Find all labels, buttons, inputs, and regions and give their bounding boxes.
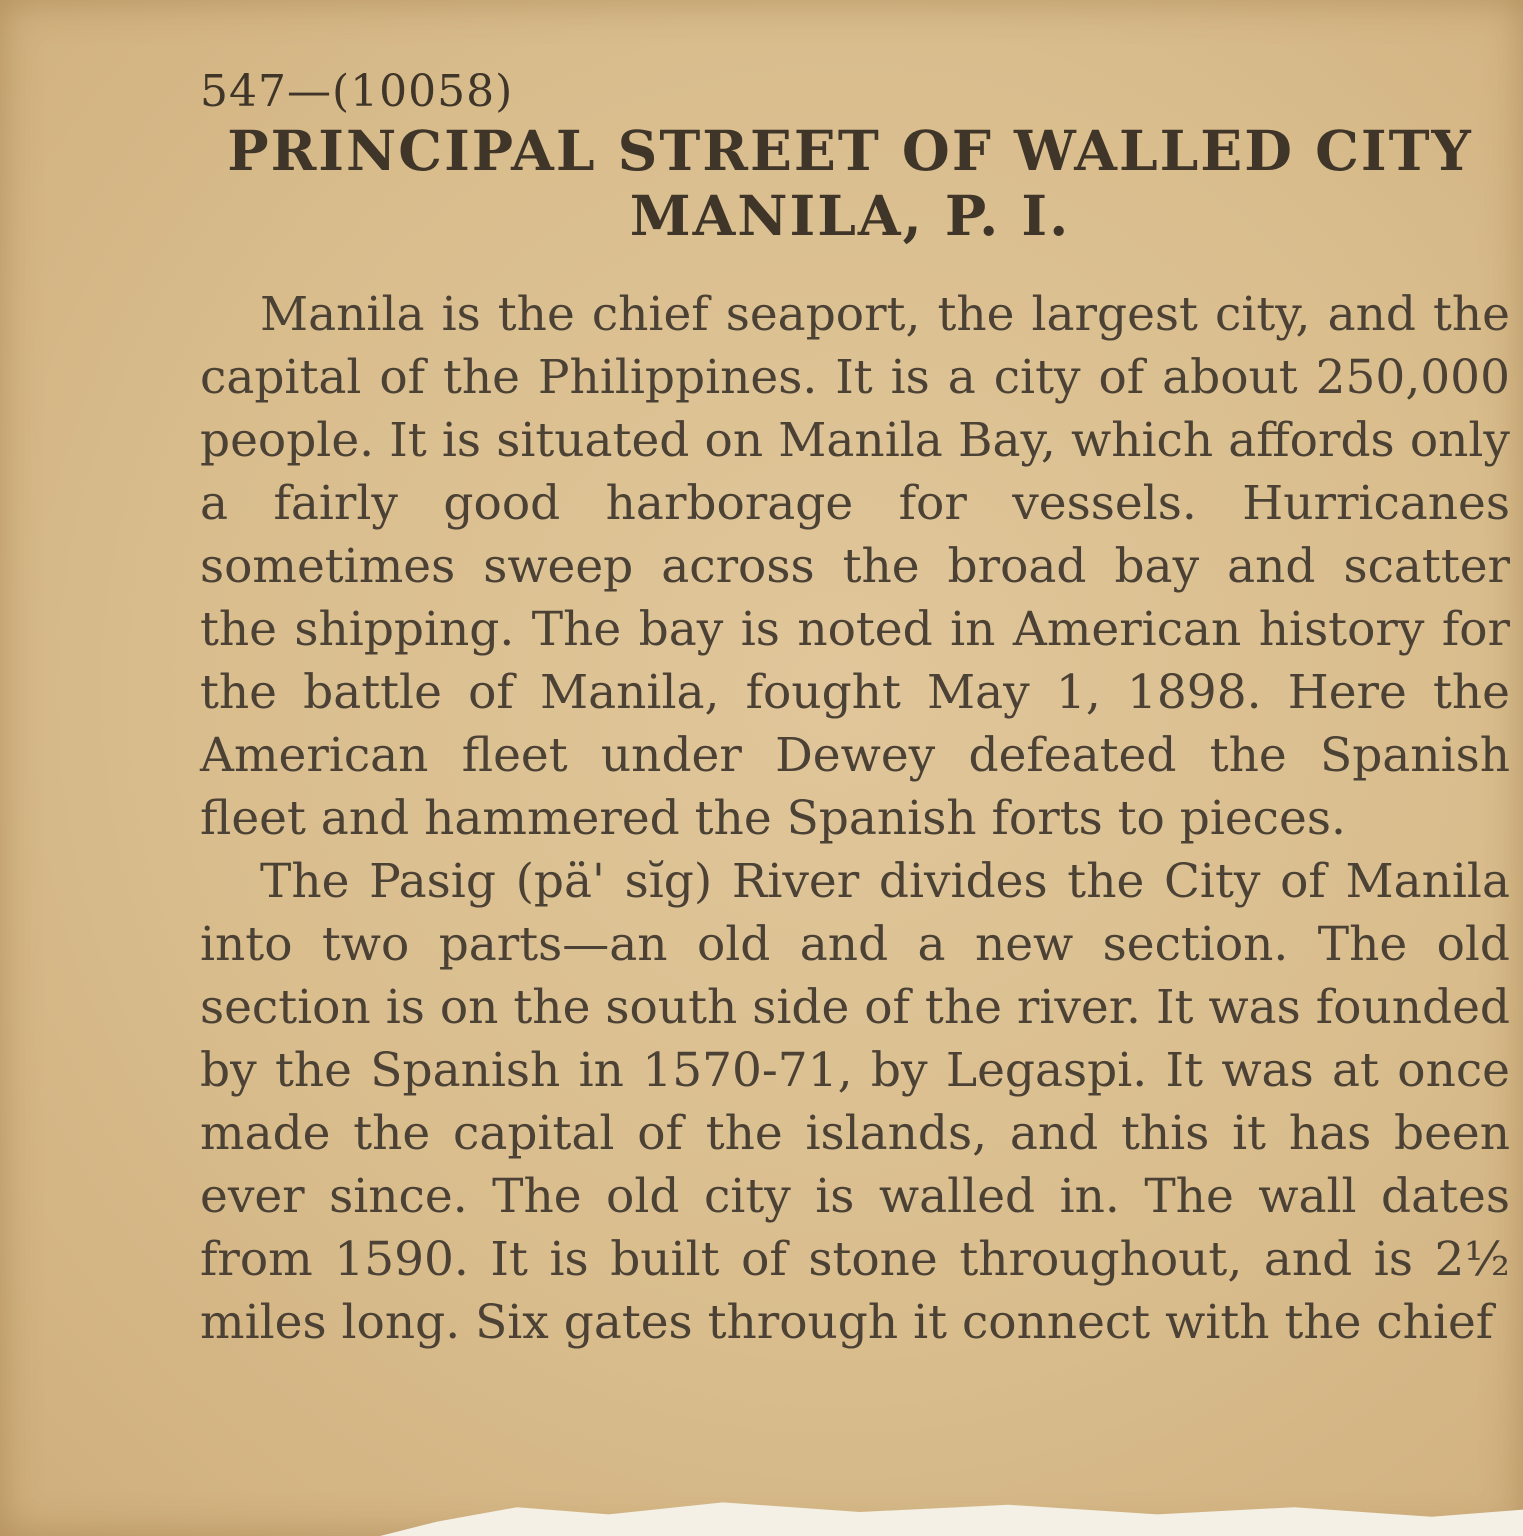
card-title-line-1: PRINCIPAL STREET OF WALLED CITY [227,118,1473,183]
paragraph-2: The Pasig (pä' sĭg) River divides the City of Manila into two parts—an old and a new section. The old section is on the south side of the river. It was founded by the Spanish in 1570-71, by Legaspi. It was at once made the capital of the islands, and this it has been ever since. The old city is walled in. The wall dates from 1590. It is built of stone throughout, and is 2½ miles long. Six gates through it connect with the chief [200,854,1510,1350]
card-description [200,283,1510,1354]
paragraph-1: Manila is the chief seaport, the largest city, and the capital of the Philippines. It is a city of about 250,000 people. It is situated on Manila Bay, which affords only a fairly good harborage for vessels. Hurricanes sometimes sweep across the broad bay and scatter the shipping. The bay is noted in American history for the battle of Manila, fought May 1, 1898. Here the American fleet under Dewey defeated the Spanish fleet and hammered the Spanish forts to pieces. [200,287,1510,846]
torn-edge [380,1488,1523,1536]
card-title-line-2: MANILA, P. I. [629,183,1071,248]
catalog-number: 547—(10058) [200,66,514,117]
